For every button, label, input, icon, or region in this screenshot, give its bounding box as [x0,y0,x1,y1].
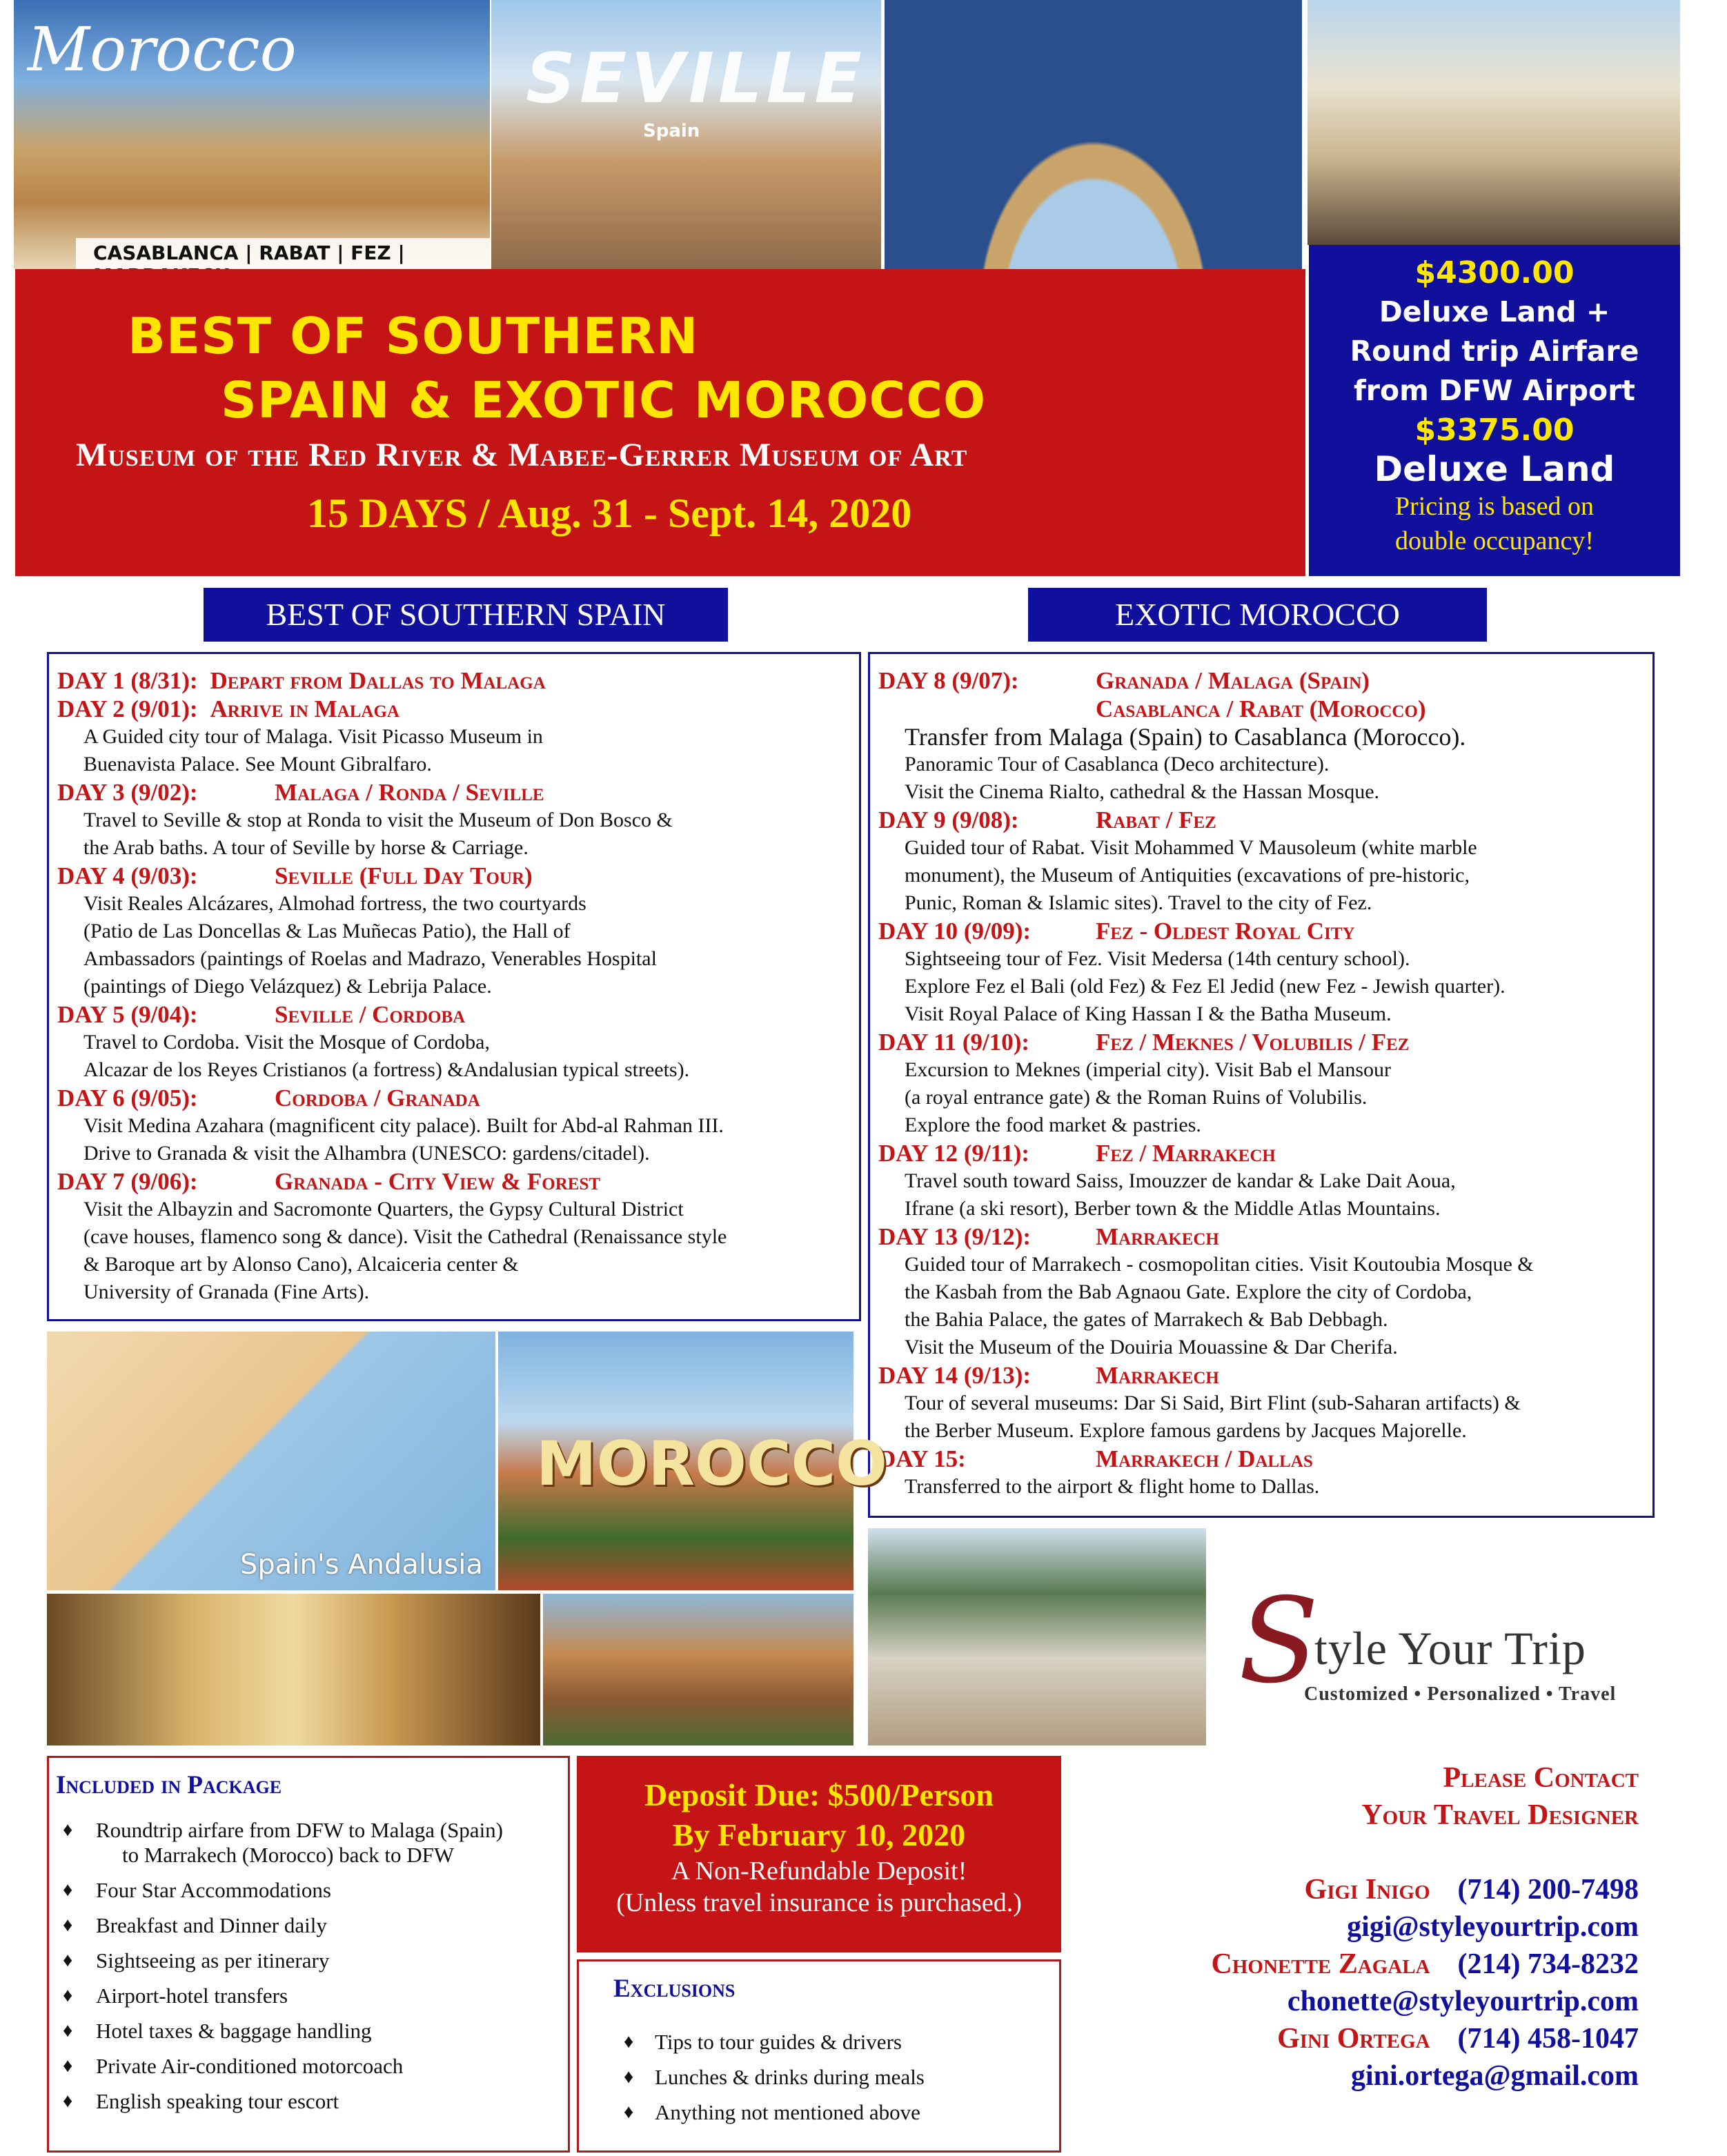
list-item: ♦ Anything not mentioned above [593,2095,1045,2130]
deposit-box [577,1756,1061,1952]
day-destination: Depart from Dallas to Malaga [210,667,546,694]
diamond-bullet-icon: ♦ [624,2101,634,2123]
itinerary-day [878,1361,1644,1445]
day-label: DAY 8 (9/07): [878,667,1019,694]
day-destination: Marrakech / Dallas [1096,1445,1313,1472]
day-destination: Rabat / Fez [1096,807,1216,833]
morocco-photo [14,0,490,269]
contact-name: Gini Ortega [1277,2023,1430,2055]
day-description: Excursion to Meknes (imperial city). Visit Bab el Mansour (a royal entrance gate) & the Roman Ruins of Volubilis. Explore the food market & pastries. [905,1058,1392,1136]
diamond-bullet-icon: ♦ [63,2090,73,2112]
day-destination: Arrive in Malaga [210,695,399,722]
itinerary-day [878,1028,1644,1139]
logo-letter: S [1238,1573,1319,1710]
contact-phone[interactable]: (214) 734-8232 [1457,1948,1639,1980]
diamond-bullet-icon: ♦ [63,2055,73,2077]
day-label: DAY 12 (9/11): [878,1140,1030,1167]
deposit-amount: Deposit Due: $500/Person [644,1777,994,1812]
seville-photo-title: SEVILLE [526,38,866,119]
day-destination: Granada / Malaga (Spain) [1096,667,1370,694]
day-label: DAY 14 (9/13): [878,1362,1032,1389]
itinerary-day [57,1000,851,1084]
exclusions-box [577,1959,1061,2153]
itinerary-day [57,862,851,1000]
list-item: ♦ English speaking tour escort [56,2084,561,2119]
seville-carriage-photo [1307,0,1680,245]
price-desc-2: Deluxe Land [1374,449,1615,489]
museums-subtitle: Museum of the Red River & Mabee-Gerrer Museum of Art [76,437,968,473]
day-description: Visit the Albayzin and Sacromonte Quarters, the Gypsy Cultural District (cave houses, flamenco song & dance). Visit the Cathedral (Renaissance style & Baroque art by Alonso Cano), Alcaiceria center & University of Granada (Fine Arts). [83,1198,727,1303]
list-item: ♦ Roundtrip airfare from DFW to Malaga (Spain) to Marrakech (Morocco) back to DFW [56,1812,561,1868]
day-label: DAY 10 (9/09): [878,918,1032,945]
list-item: ♦ Tips to tour guides & drivers [593,2024,1045,2059]
day-description: Transferred to the airport & flight home to Dallas. [905,1475,1320,1498]
list-item: ♦ Breakfast and Dinner daily [56,1908,561,1943]
andalusia-map-image [47,1332,495,1590]
map-caption: Spain's Andalusia [240,1549,483,1581]
itinerary-day [878,1223,1644,1361]
pricing-note-1: Pricing is based on [1394,492,1595,521]
included-box [47,1756,570,2153]
included-header: Included in Package [56,1771,282,1799]
contact-email[interactable]: gini.ortega@gmail.com [1351,2060,1639,2092]
day-destination: Malaga / Ronda / Seville [275,779,544,806]
diamond-bullet-icon: ♦ [63,2020,73,2041]
day-description: Travel south toward Saiss, Imouzzer de kandar & Lake Dait Aoua, Ifrane (a ski resort), Berber town & the Middle Atlas Mountains. [905,1169,1456,1220]
spain-itinerary [47,652,861,1321]
contact-phone[interactable]: (714) 200-7498 [1457,1874,1639,1906]
day-label: DAY 9 (9/08): [878,807,1019,833]
marrakech-photo [498,1332,887,1590]
price-desc-1b: Round trip Airfare [1350,335,1639,368]
logo-tagline: Customized • Personalized • Travel [1304,1683,1617,1705]
day-description: Panoramic Tour of Casablanca (Deco architecture). Visit the Cinema Rialto, cathedral & the Hassan Mosque. [905,753,1380,803]
itinerary-day [878,1139,1644,1223]
style-your-trip-logo [1238,1573,1680,1725]
seville-photo [491,0,881,269]
day-label: DAY 7 (9/06): [57,1168,198,1195]
day-label: DAY 3 (9/02): [57,779,198,806]
day-label: DAY 11 (9/10): [878,1029,1030,1056]
fez-architecture-photo [868,1528,1206,1745]
diamond-bullet-icon: ♦ [63,1819,73,1841]
price-desc-1a: Deluxe Land + [1379,295,1610,328]
day-destination: Fez / Meknes / Volubilis / Fez [1096,1029,1410,1056]
title-line-2: SPAIN & EXOTIC MOROCCO [221,371,987,429]
day-description: Sightseeing tour of Fez. Visit Medersa (14th century school). Explore Fez el Bali (old Fez) & Fez El Jedid (new Fez - Jewish quarter). Visit Royal Palace of King Hassan I & the Batha Museum. [905,947,1506,1025]
diamond-bullet-icon: ♦ [63,1915,73,1936]
diamond-bullet-icon: ♦ [624,2066,634,2088]
price-desc-1c: from DFW Airport [1353,374,1636,407]
itinerary-day [57,666,851,695]
contact-header-2: Your Travel Designer [1361,1799,1639,1831]
day-description: A Guided city tour of Malaga. Visit Picasso Museum in Buenavista Palace. See Mount Gibralfaro. [83,725,543,775]
day-label: DAY 15: [878,1445,966,1472]
itinerary-day [57,1084,851,1167]
diamond-bullet-icon: ♦ [63,1985,73,2006]
itinerary-day [878,666,1644,806]
pricing-box [1309,245,1680,576]
list-item: ♦ Lunches & drinks during meals [593,2059,1045,2095]
list-item: ♦ Sightseeing as per itinerary [56,1943,561,1978]
itinerary-day [57,695,851,778]
ronda-bridge-photo [543,1594,853,1745]
price-land-only: $3375.00 [1414,413,1575,448]
deposit-due-date: By February 10, 2020 [672,1817,966,1852]
day-destination: Seville (Full Day Tour) [275,862,533,889]
pricing-note-2: double occupancy! [1394,526,1595,555]
day-description: Tour of several museums: Dar Si Said, Birt Flint (sub-Saharan artifacts) & the Berber Museum. Explore famous gardens by Jacques Majorelle. [905,1392,1521,1442]
day-description: Guided tour of Marrakech - cosmopolitan cities. Visit Koutoubia Mosque & the Kasbah from the Bab Agnaou Gate. Explore the city of Cordoba, the Bahia Palace, the gates of Marrakech & Bab Debbagh. Visit the Museum of the Douiria Mouassine & Dar Cherifa. [905,1253,1534,1358]
day-description-lead: Transfer from Malaga (Spain) to Casablanca (Morocco). [905,723,1466,751]
seville-photo-sub: Spain [643,121,700,141]
trip-dates: 15 DAYS / Aug. 31 - Sept. 14, 2020 [307,491,912,536]
day-destination: Fez / Marrakech [1096,1140,1276,1167]
day-destination: Marrakech [1096,1223,1219,1250]
list-item: ♦ Airport-hotel transfers [56,1978,561,2013]
diamond-bullet-icon: ♦ [63,1950,73,1971]
morocco-section-header: EXOTIC MOROCCO [1028,588,1487,642]
morocco-photo-cities: CASABLANCA | RABAT | FEZ | [93,241,405,264]
contact-header-1: Please Contact [1443,1762,1639,1794]
exclusions-header: Exclusions [613,1975,736,2003]
day-destination: Fez - Oldest Royal City [1096,918,1355,945]
marrakech-photo-title: MOROCCO [536,1428,887,1499]
day-description: Guided tour of Rabat. Visit Mohammed V Mausoleum (white marble monument), the Museum of Antiquities (excavations of pre-historic, Punic, Roman & Islamic sites). Travel to the city of Fez. [905,836,1477,914]
title-line-1: BEST OF SOUTHERN [128,307,699,365]
diamond-bullet-icon: ♦ [63,1879,73,1901]
deposit-note-1: A Non-Refundable Deposit! [671,1857,967,1886]
list-item: ♦ Four Star Accommodations [56,1872,561,1908]
diamond-bullet-icon: ♦ [624,2031,634,2053]
price-with-air: $4300.00 [1414,255,1575,290]
itinerary-day [57,1167,851,1306]
cathedral-interior-photo [47,1594,540,1745]
contact-email[interactable]: gigi@styleyourtrip.com [1347,1911,1639,1943]
list-item: ♦ Hotel taxes & baggage handling [56,2013,561,2048]
deposit-note-2: (Unless travel insurance is purchased.) [616,1888,1022,1917]
list-item: ♦ Private Air-conditioned motorcoach [56,2048,561,2084]
day-description: Travel to Seville & stop at Ronda to visit the Museum of Don Bosco & the Arab baths. A tour of Seville by horse & Carriage. [83,809,673,859]
day-label: DAY 1 (8/31): [57,667,198,694]
day-destination: Seville / Cordoba [275,1001,466,1028]
day-label: DAY 2 (9/01): [57,695,198,722]
itinerary-day [878,917,1644,1028]
contact-email[interactable]: chonette@styleyourtrip.com [1287,1986,1639,2017]
contact-name: Chonette Zagala [1211,1948,1430,1980]
day-description: Visit Medina Azahara (magnificent city palace). Built for Abd-al Rahman III. Drive to Granada & visit the Alhambra (UNESCO: gardens/citadel). [83,1114,724,1165]
contact-name: Gigi Inigo [1304,1874,1430,1906]
spain-section-header: BEST OF SOUTHERN SPAIN [204,588,728,642]
day-destination-2: Casablanca / Rabat (Morocco) [1096,695,1426,722]
itinerary-day [878,806,1644,917]
morocco-itinerary [868,652,1655,1518]
itinerary-day [878,1445,1644,1501]
day-description: Travel to Cordoba. Visit the Mosque of Cordoba, Alcazar de los Reyes Cristianos (a fortress) &Andalusian typical streets). [83,1031,690,1081]
day-destination: Marrakech [1096,1362,1219,1389]
logo-name: tyle Your Trip [1314,1622,1586,1674]
day-label: DAY 5 (9/04): [57,1001,198,1028]
day-destination: Granada - City View & Forest [275,1168,601,1195]
day-label: DAY 13 (9/12): [878,1223,1032,1250]
itinerary-day [57,778,851,862]
day-label: DAY 4 (9/03): [57,862,198,889]
day-destination: Cordoba / Granada [275,1085,480,1111]
contact-phone[interactable]: (714) 458-1047 [1457,2023,1639,2055]
contact-block [1076,1759,1639,2095]
day-label: DAY 6 (9/05): [57,1085,198,1111]
day-description: Visit Reales Alcázares, Almohad fortress, the two courtyards (Patio de Las Doncellas & Las Muñecas Patio), the Hall of Ambassadors (paintings of Roelas and Madrazo, Venerables Hospital (paintings of Diego Velázquez) & Lebrija Palace. [83,892,657,998]
morocco-photo-title: Morocco [28,14,297,85]
